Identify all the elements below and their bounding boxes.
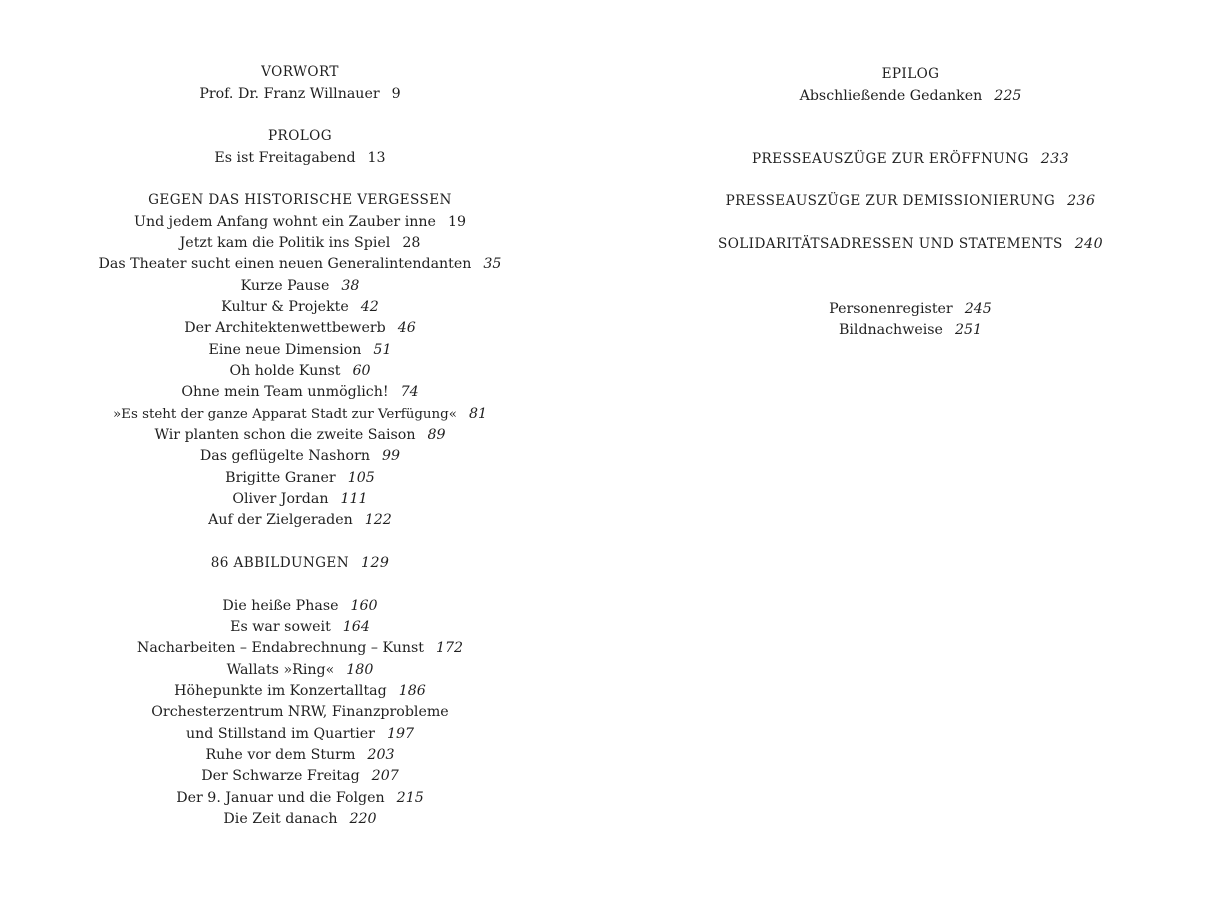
entry-title: PRESSEAUSZÜGE ZUR ERÖFFNUNG bbox=[751, 151, 1029, 167]
toc-entry bbox=[0, 340, 600, 360]
entry-title: Oh holde Kunst bbox=[229, 363, 341, 379]
epilog-heading: EPILOG bbox=[881, 66, 940, 82]
entry-page: 9 bbox=[391, 86, 401, 102]
entry-title: Wallats »Ring« bbox=[226, 662, 335, 678]
entry-title: Es war soweit bbox=[230, 619, 331, 635]
entry-page: 186 bbox=[398, 683, 426, 699]
entry-title: Höhepunkte im Konzertalltag bbox=[174, 683, 387, 699]
entry-title: Auf der Zielgeraden bbox=[208, 512, 353, 528]
section-heading bbox=[607, 234, 1214, 254]
toc-entry bbox=[0, 276, 600, 296]
entry-page: 240 bbox=[1074, 236, 1104, 252]
entry-page: 35 bbox=[483, 256, 502, 272]
toc-entry bbox=[0, 681, 600, 701]
entry-page: 13 bbox=[367, 150, 386, 166]
toc-entry bbox=[0, 446, 600, 466]
entry-title: PRESSEAUSZÜGE ZUR DEMISSIONIERUNG bbox=[725, 193, 1056, 209]
entry-page: 207 bbox=[371, 768, 399, 784]
toc-entry bbox=[0, 425, 600, 445]
entry-page: 220 bbox=[349, 811, 377, 827]
entry-title: Kultur & Projekte bbox=[221, 299, 349, 315]
entry-page: 81 bbox=[468, 406, 487, 422]
entry-title: Ruhe vor dem Sturm bbox=[205, 747, 356, 763]
entry-page: 46 bbox=[397, 320, 416, 336]
entry-title: Ohne mein Team unmöglich! bbox=[181, 384, 389, 400]
section-heading bbox=[607, 149, 1214, 169]
entry-title: und Stillstand im Quartier bbox=[185, 726, 375, 742]
entry-title: Nacharbeiten – Endabrechnung – Kunst bbox=[136, 640, 424, 656]
entry-title: Die heiße Phase bbox=[222, 598, 339, 614]
entry-page: 160 bbox=[350, 598, 378, 614]
entry-page: 164 bbox=[342, 619, 370, 635]
toc-entry bbox=[0, 212, 600, 232]
entry-page: 245 bbox=[964, 301, 992, 317]
entry-title: Der Architektenwettbewerb bbox=[184, 320, 386, 336]
entry-title: 86 ABBILDUNGEN bbox=[210, 555, 350, 571]
entry-title: »Es steht der ganze Apparat Stadt zur Verfügung« bbox=[112, 407, 457, 422]
toc-entry bbox=[0, 766, 600, 786]
entry-page: 215 bbox=[396, 790, 424, 806]
entry-title: Das geflügelte Nashorn bbox=[199, 448, 370, 464]
toc-entry bbox=[0, 638, 600, 658]
epilog-entry bbox=[607, 86, 1214, 106]
toc-entry bbox=[0, 361, 600, 381]
entry-title: SOLIDARITÄTSADRESSEN UND STATEMENTS bbox=[717, 236, 1063, 252]
toc-entry bbox=[0, 702, 600, 722]
entry-title: Jetzt kam die Politik ins Spiel bbox=[179, 235, 391, 251]
toc-entry bbox=[0, 297, 600, 317]
toc-entry bbox=[0, 809, 600, 829]
abbildungen-heading bbox=[0, 553, 600, 573]
entry-title: Orchesterzentrum NRW, Finanzprobleme bbox=[151, 704, 449, 720]
toc-entry bbox=[0, 745, 600, 765]
toc-entry bbox=[0, 510, 600, 530]
entry-page: 180 bbox=[346, 662, 374, 678]
toc-entry bbox=[0, 254, 600, 274]
entry-page: 122 bbox=[364, 512, 392, 528]
entry-page: 51 bbox=[373, 342, 392, 358]
entry-title: Der Schwarze Freitag bbox=[201, 768, 360, 784]
entry-title: Bildnachweise bbox=[838, 322, 943, 338]
entry-page: 236 bbox=[1067, 193, 1096, 209]
vorwort-heading: VORWORT bbox=[261, 64, 339, 80]
toc-entry bbox=[0, 468, 600, 488]
entry-title: Personenregister bbox=[829, 301, 953, 317]
toc-entry bbox=[0, 724, 600, 744]
entry-page: 28 bbox=[402, 235, 421, 251]
toc-entry bbox=[0, 617, 600, 637]
entry-page: 197 bbox=[386, 726, 415, 742]
entry-title: Prof. Dr. Franz Willnauer bbox=[199, 86, 380, 102]
toc-entry bbox=[0, 382, 600, 402]
entry-page: 111 bbox=[340, 491, 368, 507]
prolog-heading: PROLOG bbox=[268, 128, 332, 144]
toc-entry bbox=[0, 596, 600, 616]
entry-title: Es ist Freitagabend bbox=[214, 150, 356, 166]
entry-title: Der 9. Januar und die Folgen bbox=[176, 790, 385, 806]
entry-title: Oliver Jordan bbox=[232, 491, 329, 507]
entry-page: 99 bbox=[382, 448, 401, 464]
toc-entry bbox=[0, 404, 600, 424]
entry-page: 38 bbox=[341, 278, 360, 294]
appendix-entry bbox=[607, 320, 1214, 340]
entry-page: 251 bbox=[954, 322, 983, 338]
vorwort-entry bbox=[0, 84, 600, 104]
entry-page: 105 bbox=[347, 470, 375, 486]
entry-title: Das Theater sucht einen neuen Generalintendanten bbox=[98, 256, 472, 272]
entry-page: 129 bbox=[361, 555, 390, 571]
toc-entry bbox=[0, 233, 600, 253]
entry-title: Wir planten schon die zweite Saison bbox=[154, 427, 416, 443]
entry-page: 42 bbox=[360, 299, 379, 315]
toc-entry bbox=[0, 660, 600, 680]
section-heading bbox=[607, 191, 1214, 211]
entry-title: Kurze Pause bbox=[240, 278, 330, 294]
entry-page: 60 bbox=[352, 363, 371, 379]
entry-title: Brigitte Graner bbox=[225, 470, 336, 486]
entry-page: 203 bbox=[367, 747, 395, 763]
entry-page: 172 bbox=[436, 640, 464, 656]
entry-page: 89 bbox=[427, 427, 446, 443]
toc-entry bbox=[0, 318, 600, 338]
entry-title: Eine neue Dimension bbox=[208, 342, 362, 358]
entry-page: 233 bbox=[1040, 151, 1069, 167]
entry-page: 74 bbox=[400, 384, 419, 400]
appendix-entry bbox=[607, 299, 1214, 319]
prolog-entry bbox=[0, 148, 600, 168]
entry-title: Abschließende Gedanken bbox=[799, 88, 983, 104]
entry-title: Und jedem Anfang wohnt ein Zauber inne bbox=[134, 214, 436, 230]
toc-entry bbox=[0, 788, 600, 808]
entry-title: Die Zeit danach bbox=[223, 811, 338, 827]
entry-page: 225 bbox=[994, 88, 1022, 104]
entry-page: 19 bbox=[447, 214, 466, 230]
toc-entry bbox=[0, 489, 600, 509]
section-heading: GEGEN DAS HISTORISCHE VERGESSEN bbox=[148, 192, 452, 208]
